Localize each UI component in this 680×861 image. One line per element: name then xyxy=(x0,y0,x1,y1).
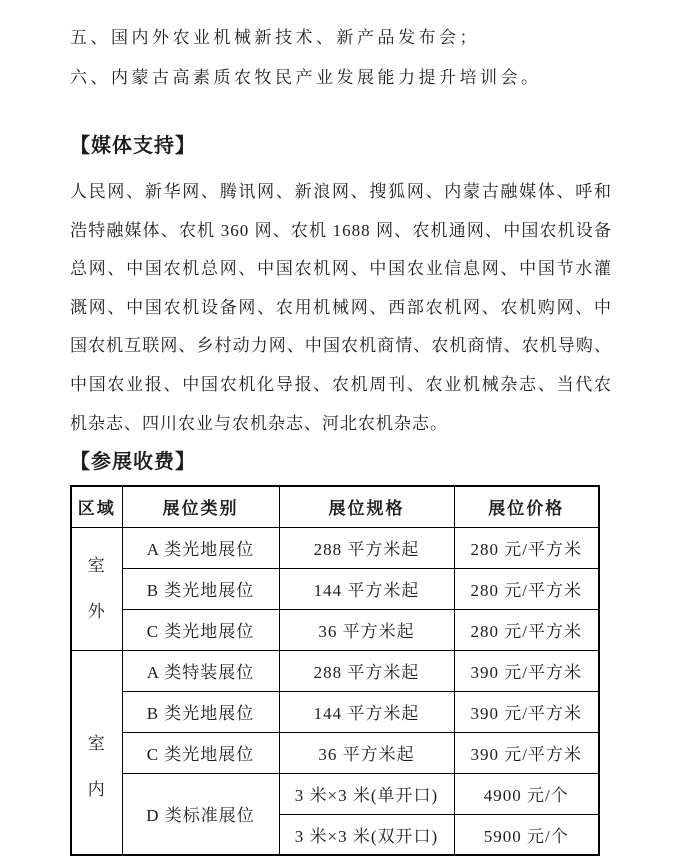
table-row xyxy=(71,650,599,691)
region-cell-indoor xyxy=(71,650,122,855)
fee-table-header-row xyxy=(71,486,599,527)
numbered-list xyxy=(70,18,612,98)
media-line: 国农机互联网、乡村动力网、中国农机商情、农机商情、农机导购、 xyxy=(70,336,612,356)
media-line: 人民网、新华网、腾讯网、新浪网、搜狐网、内蒙古融媒体、呼和 xyxy=(70,182,612,201)
booth-spec-cell: 288 平方米起 xyxy=(279,527,454,568)
booth-price-cell: 390 元/平方米 xyxy=(454,732,599,773)
booth-spec-cell: 3 米×3 米(单开口) xyxy=(279,773,454,814)
media-line: 总网、中国农机总网、中国农机网、中国农业信息网、中国节水灌 xyxy=(70,259,612,279)
region-char: 内 xyxy=(87,780,106,800)
header-booth-price: 展位价格 xyxy=(454,486,599,527)
table-row xyxy=(71,609,599,650)
booth-price-cell: 280 元/平方米 xyxy=(454,527,599,568)
booth-type-cell: B 类光地展位 xyxy=(122,691,279,732)
table-row xyxy=(71,732,599,773)
booth-type-cell: C 类光地展位 xyxy=(122,732,279,773)
booth-type-cell: C 类光地展位 xyxy=(122,609,279,650)
table-row xyxy=(71,773,599,814)
region-char: 室 xyxy=(87,734,106,754)
media-line: 溉网、中国农机设备网、农用机械网、西部农机网、农机购网、中 xyxy=(70,297,612,317)
booth-type-cell-d: D 类标准展位 xyxy=(122,773,279,855)
media-line: 中国农业报、中国农机化导报、农机周刊、农业机械杂志、当代农 xyxy=(70,374,612,394)
list-item-6: 六、内蒙古高素质农牧民产业发展能力提升培训会。 xyxy=(70,68,542,87)
table-row xyxy=(71,691,599,732)
booth-price-cell: 4900 元/个 xyxy=(454,773,599,814)
media-line: 浩特融媒体、农机 360 网、农机 1688 网、农机通网、中国农机设备 xyxy=(70,220,612,240)
region-cell-outdoor xyxy=(71,527,122,650)
booth-price-cell: 280 元/平方米 xyxy=(454,568,599,609)
region-char: 室 xyxy=(87,555,106,575)
booth-price-cell: 5900 元/个 xyxy=(454,814,599,855)
booth-price-cell: 390 元/平方米 xyxy=(454,691,599,732)
booth-spec-cell: 288 平方米起 xyxy=(279,650,454,691)
table-row xyxy=(71,568,599,609)
media-line: 机杂志、四川农业与农机杂志、河北农机杂志。 xyxy=(70,413,448,433)
fee-table xyxy=(70,485,600,856)
booth-spec-cell: 36 平方米起 xyxy=(279,732,454,773)
list-item-5: 五、国内外农业机械新技术、新产品发布会； xyxy=(70,28,480,47)
table-row xyxy=(71,527,599,568)
media-support-heading: 【媒体支持】 xyxy=(70,135,196,157)
booth-spec-cell: 36 平方米起 xyxy=(279,609,454,650)
booth-spec-cell: 144 平方米起 xyxy=(279,691,454,732)
booth-type-cell: B 类光地展位 xyxy=(122,568,279,609)
header-region: 区域 xyxy=(71,486,122,527)
header-booth-type: 展位类别 xyxy=(122,486,279,527)
header-booth-spec: 展位规格 xyxy=(279,486,454,527)
booth-price-cell: 390 元/平方米 xyxy=(454,650,599,691)
exhibition-fee-heading: 【参展收费】 xyxy=(70,451,196,474)
booth-type-cell: A 类光地展位 xyxy=(122,527,279,568)
media-support-paragraph xyxy=(70,173,612,443)
booth-price-cell: 280 元/平方米 xyxy=(454,609,599,650)
region-char: 外 xyxy=(87,601,106,621)
booth-type-cell: A 类特装展位 xyxy=(122,650,279,691)
booth-spec-cell: 144 平方米起 xyxy=(279,568,454,609)
booth-spec-cell: 3 米×3 米(双开口) xyxy=(279,814,454,855)
